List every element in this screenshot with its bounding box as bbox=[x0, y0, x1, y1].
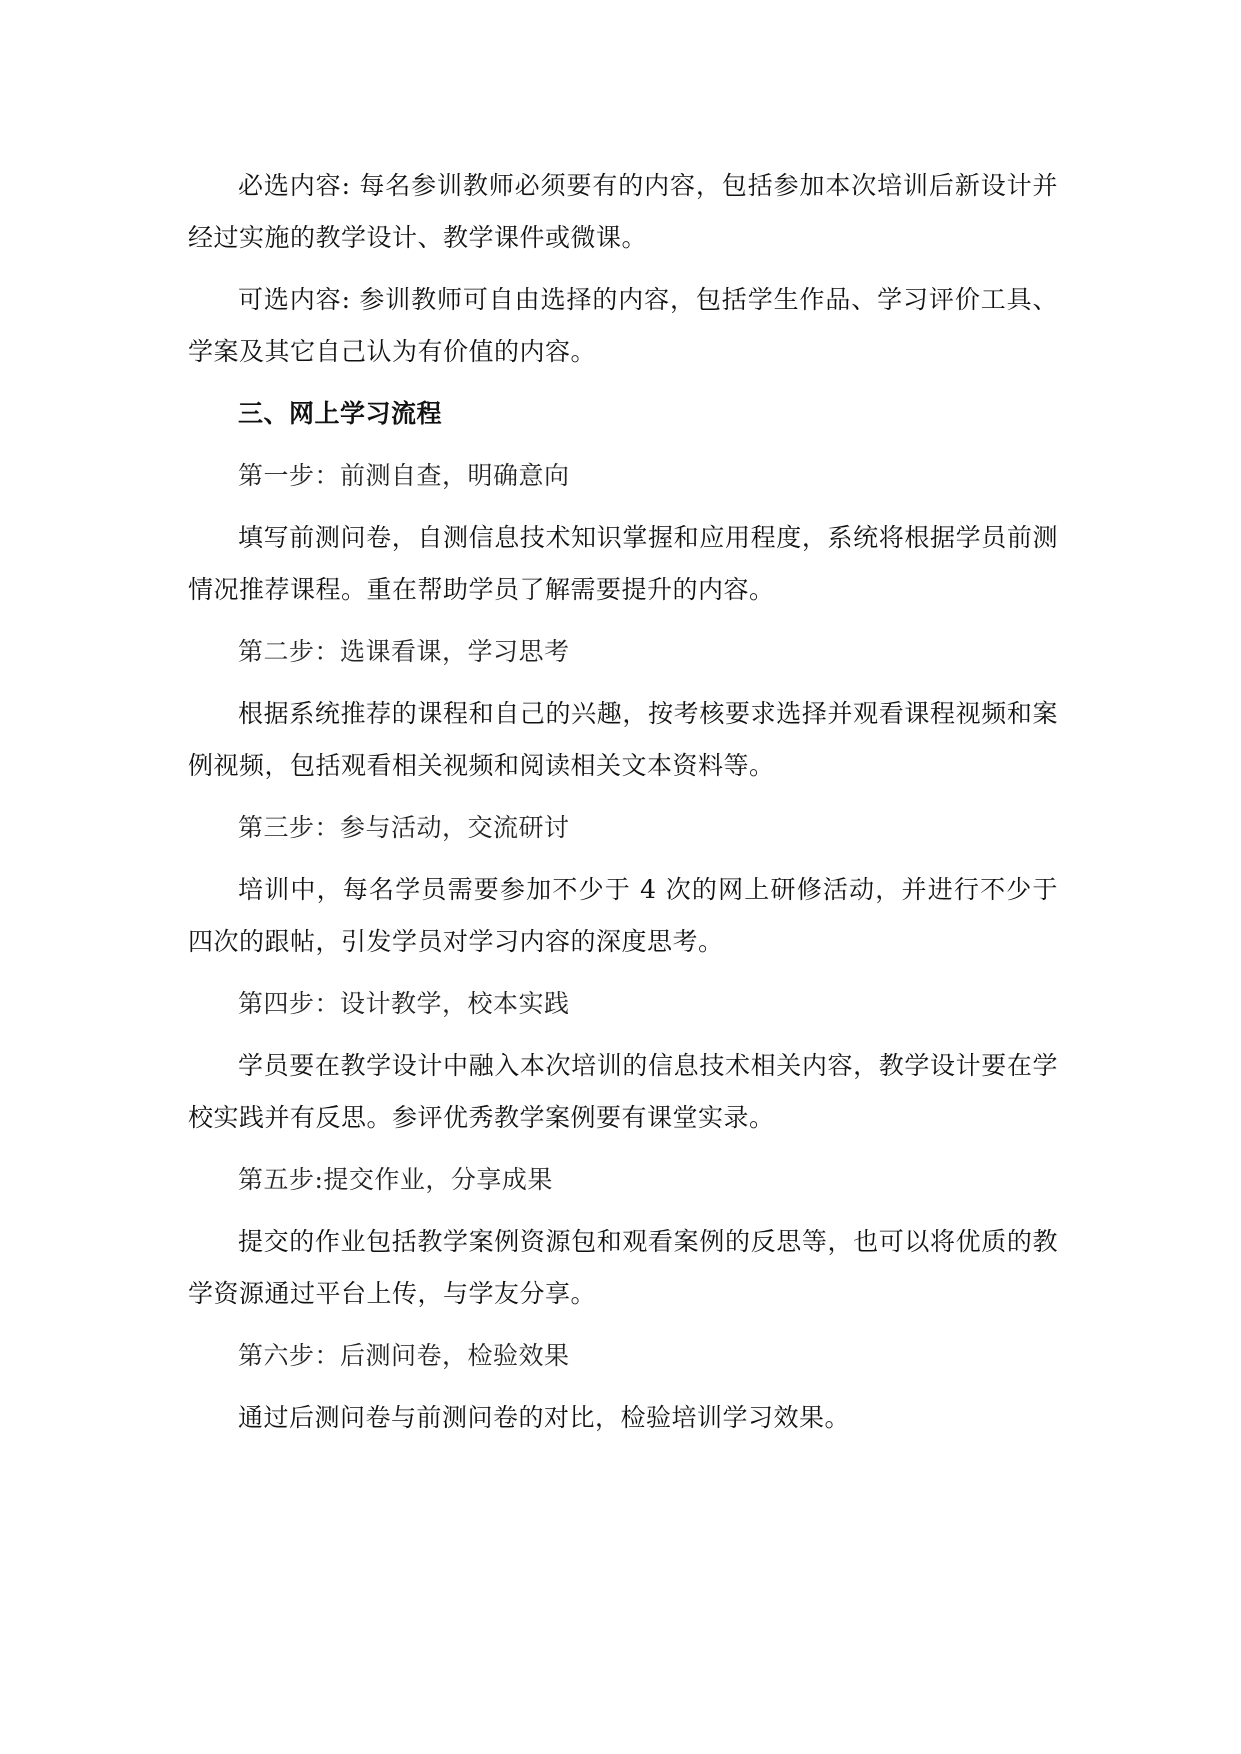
step-4-title: 第四步：设计教学，校本实践 bbox=[238, 989, 570, 1018]
section-heading-online-learning-process: 三、网上学习流程 bbox=[238, 399, 443, 428]
step-4-description: 学员要在教学设计中融入本次培训的信息技术相关内容，教学设计要在学校实践并有反思。参评优秀教学案例要有课堂实录。 bbox=[188, 1051, 1058, 1132]
step-2-description: 根据系统推荐的课程和自己的兴趣，按考核要求选择并观看课程视频和案例视频，包括观看相关视频和阅读相关文本资料等。 bbox=[188, 699, 1058, 780]
step-3-title: 第三步：参与活动，交流研讨 bbox=[238, 813, 570, 842]
paragraph-optional-content: 可选内容: 参训教师可自由选择的内容，包括学生作品、学习评价工具、学案及其它自己认为有价值的内容。 bbox=[188, 285, 1058, 366]
step-1-description: 填写前测问卷，自测信息技术知识掌握和应用程度，系统将根据学员前测情况推荐课程。重在帮助学员了解需要提升的内容。 bbox=[188, 523, 1058, 604]
paragraph-required-content: 必选内容: 每名参训教师必须要有的内容，包括参加本次培训后新设计并经过实施的教学设计、教学课件或微课。 bbox=[188, 171, 1058, 252]
step-6-description: 通过后测问卷与前测问卷的对比，检验培训学习效果。 bbox=[238, 1403, 851, 1432]
step-5-description: 提交的作业包括教学案例资源包和观看案例的反思等，也可以将优质的教学资源通过平台上传，与学友分享。 bbox=[188, 1227, 1058, 1308]
document-body bbox=[188, 160, 1058, 1444]
step-3-description: 培训中，每名学员需要参加不少于 4 次的网上研修活动，并进行不少于四次的跟帖，引发学员对学习内容的深度思考。 bbox=[188, 875, 1058, 956]
step-2-title: 第二步：选课看课，学习思考 bbox=[238, 637, 570, 666]
step-5-title: 第五步:提交作业，分享成果 bbox=[238, 1165, 553, 1194]
step-6-title: 第六步：后测问卷，检验效果 bbox=[238, 1341, 570, 1370]
step-1-title: 第一步：前测自查，明确意向 bbox=[238, 461, 570, 490]
